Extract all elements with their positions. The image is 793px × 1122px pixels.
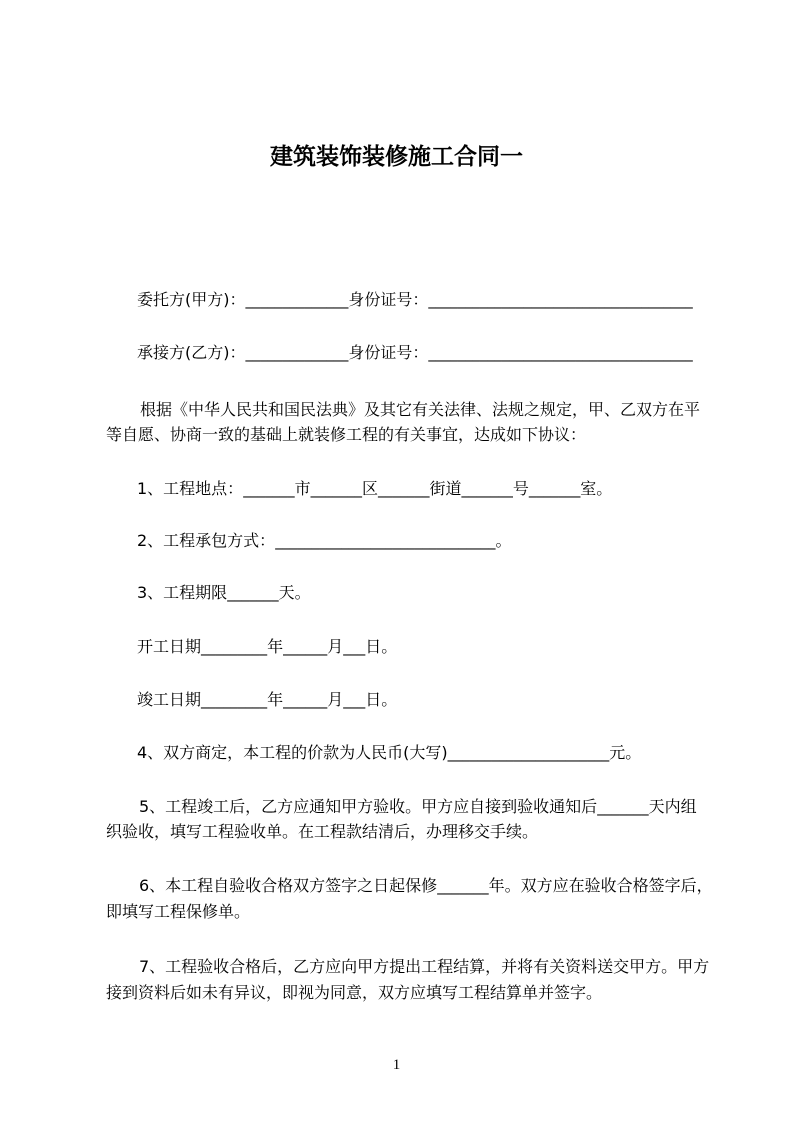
fill-in-blank: ____________________________________ — [428, 345, 693, 362]
clause-contract-mode: 2、工程承包方式：______________________________。 — [137, 531, 512, 550]
start-date-line: 开工日期_________年______月___日。 — [137, 637, 398, 656]
contract-title: 建筑装饰装修施工合同一 — [270, 144, 523, 170]
clause-price: 4、双方商定，本工程的价款为人民币(大写)______________________元。 — [137, 743, 642, 762]
fill-in-blank: _______ — [528, 481, 581, 498]
clause-settlement-line-1: 7、工程验收合格后，乙方应向甲方提出工程结算，并将有关资料送交甲方。甲方 — [139, 957, 710, 976]
fill-in-blank: _______ — [461, 481, 513, 498]
fill-in-blank: _______ — [378, 481, 430, 498]
fill-in-blank: _________ — [201, 639, 268, 656]
preamble-line-1: 根据《中华人民共和国民法典》及其它有关法律、法规之规定，甲、乙双方在平 — [140, 400, 701, 419]
fill-in-blank: ______ — [283, 692, 328, 709]
fill-in-blank: _______ — [597, 799, 649, 816]
fill-in-blank: _______ — [437, 878, 489, 895]
clause-settlement-line-2: 接到资料后如未有异议，即视为同意，双方应填写工程结算单并签字。 — [106, 983, 603, 1002]
client-party-line: 委托方(甲方)：______________身份证号：____________________________________ — [137, 290, 693, 309]
clause-duration: 3、工程期限_______天。 — [137, 583, 311, 602]
fill-in-blank: ______________________________ — [275, 533, 496, 550]
fill-in-blank: _______ — [243, 481, 295, 498]
fill-in-blank: ______ — [283, 639, 328, 656]
completion-date-line: 竣工日期_________年______月___日。 — [137, 690, 398, 709]
fill-in-blank: ______________ — [245, 292, 349, 309]
clause-warranty-line-1: 6、本工程自验收合格双方签字之日起保修_______年。双方应在验收合格签字后， — [139, 876, 713, 895]
clause-location: 1、工程地点：_______市_______区_______街道_______号_______室。 — [137, 479, 613, 498]
fill-in-blank: _______ — [227, 585, 279, 602]
preamble-line-2: 等自愿、协商一致的基础上就装修工程的有关事宜，达成如下协议： — [106, 425, 587, 444]
fill-in-blank: _________ — [201, 692, 268, 709]
fill-in-blank: ______________ — [245, 345, 349, 362]
fill-in-blank: ____________________________________ — [428, 292, 693, 309]
page-number: 1 — [392, 1057, 401, 1073]
clause-acceptance-line-1: 5、工程竣工后，乙方应通知甲方验收。甲方应自接到验收通知后_______天内组 — [139, 797, 697, 816]
fill-in-blank: ___ — [343, 692, 366, 709]
contractor-party-line: 承接方(乙方)：______________身份证号：____________________________________ — [137, 343, 693, 362]
fill-in-blank: _______ — [310, 481, 363, 498]
clause-acceptance-line-2: 织验收，填写工程验收单。在工程款结清后，办理移交手续。 — [106, 822, 539, 841]
fill-in-blank: ______________________ — [447, 745, 610, 762]
fill-in-blank: ___ — [343, 639, 366, 656]
clause-warranty-line-2: 即填写工程保修单。 — [106, 902, 251, 921]
